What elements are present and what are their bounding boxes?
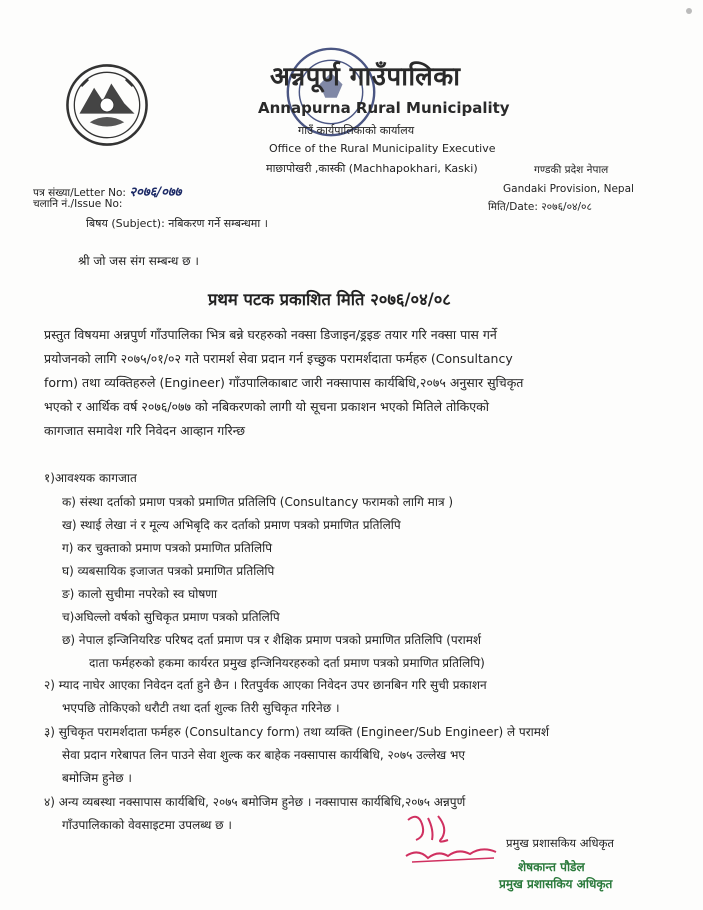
list-item: दाता फर्महरुको हकमा कार्यरत प्रमुख इन्जिनियरहरुको दर्ता प्रमाण पत्रको प्रमाणित प्रतिलिपि)	[89, 656, 485, 670]
handwritten-signature	[398, 810, 508, 868]
municipality-title-np: अन्नपूर्ण गाउँपालिका	[270, 62, 461, 92]
signatory-title: प्रमुख प्रशासकिय अधिकृत	[506, 836, 614, 850]
body-line: प्रयोजनको लागि २०७५/०१/०२ गते परामर्श सेवा प्रदान गर्न इच्छुक परामर्शदाता फर्महरु (Consultancy	[44, 351, 513, 366]
list-item: ३) सुचिकृत परामर्शदाता फर्महरु (Consultancy form) तथा व्यक्ति (Engineer/Sub Engineer) ले परामर्श	[44, 725, 550, 739]
body-line: कागजात समावेश गरि निवेदन आव्हान गरिन्छ	[44, 423, 246, 438]
list-item: भएपछि तोकिएको धरौटी तथा दर्ता शुल्क तिरी सुचिकृत गरिनेछ ।	[62, 701, 340, 715]
list-item: गाँउपालिकाको वेवसाइटमा उपलब्ध छ ।	[62, 818, 232, 832]
office-address: माछापोखरी ,कास्की (Machhapokhari, Kaski)	[266, 162, 478, 175]
list-item: छ) नेपाल इन्जिनियरिङ परिषद दर्ता प्रमाण पत्र र शैक्षिक प्रमाण पत्रको प्रमाणित प्रतिलिपि (परामर्श	[62, 633, 482, 647]
province-en: Gandaki Provision, Nepal	[503, 183, 634, 195]
body-line: प्रस्तुत विषयमा अन्नपुर्ण गाँउपालिका भित्र बन्ने घरहरुको नक्सा डिजाइन/ड्रइङ तयार गरि नक्सा पास गर्ने	[44, 327, 497, 342]
letter-number-label: पत्र संख्या/Letter No:	[33, 187, 126, 199]
list-item: १)आवश्यक कागजात	[44, 471, 137, 485]
list-item: ख) स्थाई लेखा नं र मूल्य अभिबृदि कर दर्ताको प्रमाण पत्रको प्रमाणित प्रतिलिपि	[62, 518, 401, 532]
notice-body	[44, 323, 640, 443]
nepal-emblem-logo	[64, 62, 150, 148]
signatory-name-stamp: शेषकान्त पौडेल	[518, 860, 585, 874]
municipality-title-en: Annapurna Rural Municipality	[258, 99, 510, 117]
letter-number-value: २०७६/०७७	[129, 185, 182, 200]
office-name-en: Office of the Rural Municipality Executive	[269, 142, 496, 155]
list-item: ङ) कालो सुचीमा नपरेको स्व घोषणा	[62, 587, 218, 601]
list-item: २) म्याद नाघेर आएका निवेदन दर्ता हुने छैन । रितपुर्वक आएका निवेदन उपर छानबिन गरि सुची प्रकाशन	[44, 678, 487, 692]
salutation: श्री जो जस संग सम्बन्ध छ ।	[78, 254, 199, 268]
body-line: form) तथा व्यक्तिहरुले (Engineer) गाँउपालिकाबाट जारी नक्सापास कार्यबिधि,२०७५ अनुसार सुचिकृत	[44, 375, 524, 390]
list-item: ४) अन्य व्यबस्था नक्सापास कार्यबिधि, २०७५ बमोजिम हुनेछ । नक्सापास कार्यबिधि,२०७५ अन्नपुर्ण	[44, 795, 466, 809]
pin-mark	[686, 8, 692, 14]
list-item: बमोजिम हुनेछ ।	[62, 771, 132, 785]
list-item: सेवा प्रदान गरेबापत लिन पाउने सेवा शुल्क कर बाहेक नक्सापास कार्यबिधि, २०७५ उल्लेख भए	[62, 748, 466, 762]
list-item: च)अघिल्लो वर्षको सुचिकृत प्रमाण पत्रको प्रतिलिपि	[62, 610, 280, 624]
issue-number-label: चलानि नं./Issue No:	[33, 198, 123, 210]
notice-heading: प्रथम पटक प्रकाशित मिति २०७६/०४/०८	[208, 290, 451, 309]
list-item: क) संस्था दर्ताको प्रमाण पत्रको प्रमाणित प्रतिलिपि (Consultancy फरामको लागि मात्र )	[62, 495, 454, 509]
letter-date: मिति/Date: २०७६/०४/०८	[488, 201, 592, 213]
signatory-designation-stamp: प्रमुख प्रशासकिय अधिकृत	[499, 877, 613, 891]
letter-subject: बिषय (Subject): नबिकरण गर्ने सम्बन्धमा ।	[86, 217, 268, 230]
body-line: भएको र आर्थिक वर्ष २०७६/०७७ को नबिकरणको लागी यो सूचना प्रकाशन भएको मितिले तोकिएको	[44, 399, 489, 414]
list-item: घ) व्यबसायिक इजाजत पत्रको प्रमाणित प्रतिलिपि	[62, 564, 275, 578]
province-np: गण्डकी प्रदेश नेपाल	[534, 164, 609, 176]
office-name-np: गाउँ कार्यपालिकाको कार्यालय	[298, 124, 415, 137]
list-item: ग) कर चुक्ताको प्रमाण पत्रको प्रमाणित प्रतिलिपि	[62, 541, 273, 555]
